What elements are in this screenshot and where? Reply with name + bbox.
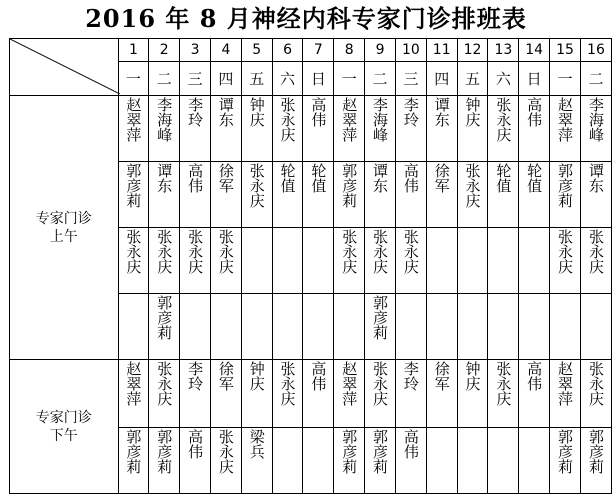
period-label-cell	[10, 96, 119, 360]
schedule-cell	[395, 96, 426, 162]
day-number-cell: 4	[210, 39, 241, 62]
day-number-cell: 7	[303, 39, 334, 62]
schedule-cell	[550, 96, 581, 162]
doctor-name: 赵翠萍	[124, 361, 143, 406]
doctor-name: 轮值	[278, 163, 297, 193]
doctor-name: 高伟	[525, 361, 544, 391]
doctor-name: 郭彦莉	[124, 429, 143, 474]
schedule-cell	[210, 228, 241, 294]
weekday-cell: 六	[272, 62, 303, 96]
doctor-name: 李玲	[186, 361, 205, 391]
weekday-cell: 二	[580, 62, 611, 96]
doctor-name: 高伟	[309, 361, 328, 391]
schedule-cell	[303, 360, 334, 428]
day-number-cell: 2	[149, 39, 180, 62]
doctor-name: 郭彦莉	[124, 163, 143, 208]
schedule-table	[9, 38, 612, 494]
period-label-cell	[10, 360, 119, 494]
schedule-cell	[488, 162, 519, 228]
schedule-cell	[241, 96, 272, 162]
weekday-cell: 一	[118, 62, 149, 96]
schedule-cell	[149, 96, 180, 162]
schedule-cell	[118, 162, 149, 228]
schedule-cell	[303, 428, 334, 494]
schedule-cell	[580, 360, 611, 428]
doctor-name: 张永庆	[401, 229, 420, 274]
day-number-cell: 12	[457, 39, 488, 62]
doctor-name: 张永庆	[586, 229, 605, 274]
schedule-cell	[272, 428, 303, 494]
schedule-cell	[395, 294, 426, 360]
day-number-cell: 15	[550, 39, 581, 62]
doctor-name: 郭彦莉	[556, 429, 574, 474]
weekday-cell: 六	[488, 62, 519, 96]
schedule-cell	[580, 294, 611, 360]
schedule-cell	[180, 162, 211, 228]
doctor-name: 郭彦莉	[586, 429, 605, 474]
schedule-row	[10, 360, 612, 428]
schedule-cell	[180, 428, 211, 494]
doctor-name: 谭东	[371, 163, 390, 193]
schedule-cell	[272, 294, 303, 360]
doctor-name: 高伟	[186, 429, 205, 459]
doctor-name: 赵翠萍	[340, 97, 359, 142]
doctor-name: 张永庆	[371, 229, 390, 274]
weekday-cell: 一	[334, 62, 365, 96]
schedule-cell	[550, 162, 581, 228]
doctor-name: 徐军	[432, 163, 451, 193]
doctor-name: 张永庆	[556, 229, 574, 274]
schedule-cell	[118, 96, 149, 162]
doctor-name: 梁兵	[247, 429, 266, 459]
schedule-cell	[241, 294, 272, 360]
doctor-name: 李海峰	[371, 97, 390, 142]
weekday-cell: 四	[426, 62, 457, 96]
day-number-cell: 11	[426, 39, 457, 62]
page-title: 2016 年 8 月神经内科专家门诊排班表	[85, 4, 527, 33]
schedule-cell	[580, 162, 611, 228]
day-number-cell: 6	[272, 39, 303, 62]
schedule-cell	[488, 360, 519, 428]
header-row-day-numbers	[10, 39, 612, 62]
schedule-row	[10, 96, 612, 162]
schedule-cell	[149, 428, 180, 494]
doctor-name: 李玲	[401, 97, 420, 127]
schedule-cell	[519, 228, 550, 294]
doctor-name: 张永庆	[586, 361, 605, 406]
doctor-name: 高伟	[309, 97, 328, 127]
day-number-cell: 13	[488, 39, 519, 62]
day-number-cell: 14	[519, 39, 550, 62]
schedule-cell	[457, 294, 488, 360]
schedule-cell	[272, 228, 303, 294]
schedule-cell	[365, 294, 396, 360]
schedule-cell	[180, 96, 211, 162]
schedule-cell	[149, 360, 180, 428]
doctor-name: 钟庆	[247, 361, 266, 391]
schedule-cell	[457, 428, 488, 494]
weekday-cell: 五	[457, 62, 488, 96]
schedule-cell	[180, 294, 211, 360]
schedule-cell	[550, 294, 581, 360]
doctor-name: 张永庆	[340, 229, 359, 274]
doctor-name: 郭彦莉	[371, 295, 390, 340]
doctor-name: 郭彦莉	[340, 163, 359, 208]
schedule-cell	[241, 428, 272, 494]
schedule-cell	[365, 162, 396, 228]
schedule-cell	[365, 228, 396, 294]
day-number-cell: 1	[118, 39, 149, 62]
schedule-cell	[272, 162, 303, 228]
schedule-cell	[303, 228, 334, 294]
weekday-cell: 二	[365, 62, 396, 96]
doctor-name: 徐军	[216, 361, 235, 391]
schedule-cell	[210, 294, 241, 360]
schedule-cell	[241, 228, 272, 294]
period-label-clinic: 专家门诊	[35, 409, 92, 426]
period-label-time: 上午	[49, 228, 78, 245]
schedule-cell	[334, 360, 365, 428]
schedule-cell	[334, 428, 365, 494]
schedule-cell	[488, 228, 519, 294]
doctor-name: 张永庆	[371, 361, 390, 406]
day-number-cell: 8	[334, 39, 365, 62]
doctor-name: 张永庆	[155, 361, 174, 406]
doctor-name: 张永庆	[278, 361, 297, 406]
schedule-cell	[365, 428, 396, 494]
schedule-cell	[334, 96, 365, 162]
schedule-cell	[149, 228, 180, 294]
schedule-cell	[426, 294, 457, 360]
schedule-cell	[580, 96, 611, 162]
schedule-cell	[519, 294, 550, 360]
schedule-cell	[180, 360, 211, 428]
schedule-cell	[457, 360, 488, 428]
doctor-name: 张永庆	[186, 229, 205, 274]
doctor-name: 张永庆	[494, 361, 513, 406]
doctor-name: 高伟	[525, 97, 544, 127]
doctor-name: 谭东	[216, 97, 235, 127]
schedule-cell	[395, 228, 426, 294]
schedule-cell	[488, 96, 519, 162]
schedule-cell	[488, 428, 519, 494]
weekday-cell: 三	[180, 62, 211, 96]
doctor-name: 张永庆	[278, 97, 297, 142]
doctor-name: 郭彦莉	[155, 429, 174, 474]
schedule-cell	[303, 96, 334, 162]
schedule-cell	[550, 228, 581, 294]
doctor-name: 高伟	[401, 429, 420, 459]
header-corner-cell	[10, 39, 119, 96]
doctor-name: 钟庆	[463, 97, 482, 127]
schedule-cell	[272, 360, 303, 428]
schedule-cell	[149, 294, 180, 360]
doctor-name: 谭东	[586, 163, 605, 193]
doctor-name: 轮值	[309, 163, 328, 193]
day-number-cell: 3	[180, 39, 211, 62]
doctor-name: 郭彦莉	[340, 429, 359, 474]
doctor-name: 徐军	[216, 163, 235, 193]
doctor-name: 赵翠萍	[340, 361, 359, 406]
schedule-cell	[365, 360, 396, 428]
schedule-cell	[580, 228, 611, 294]
doctor-name: 高伟	[401, 163, 420, 193]
doctor-name: 张永庆	[216, 429, 235, 474]
schedule-cell	[426, 162, 457, 228]
weekday-cell: 四	[210, 62, 241, 96]
schedule-cell	[550, 428, 581, 494]
schedule-cell	[395, 162, 426, 228]
weekday-cell: 二	[149, 62, 180, 96]
schedule-cell	[519, 360, 550, 428]
day-number-cell: 9	[365, 39, 396, 62]
schedule-cell	[395, 360, 426, 428]
doctor-name: 徐军	[432, 361, 451, 391]
day-number-cell: 10	[395, 39, 426, 62]
schedule-cell	[241, 162, 272, 228]
doctor-name: 郭彦莉	[556, 163, 574, 208]
schedule-cell	[426, 360, 457, 428]
doctor-name: 轮值	[525, 163, 544, 193]
schedule-cell	[149, 162, 180, 228]
doctor-name: 李海峰	[155, 97, 174, 142]
schedule-cell	[118, 360, 149, 428]
schedule-cell	[303, 162, 334, 228]
doctor-name: 张永庆	[216, 229, 235, 274]
schedule-cell	[426, 96, 457, 162]
schedule-cell	[519, 96, 550, 162]
schedule-cell	[210, 162, 241, 228]
weekday-cell: 一	[550, 62, 581, 96]
schedule-cell	[457, 162, 488, 228]
schedule-cell	[426, 228, 457, 294]
doctor-name: 赵翠萍	[124, 97, 143, 142]
schedule-cell	[457, 96, 488, 162]
doctor-name: 李玲	[186, 97, 205, 127]
doctor-name: 张永庆	[463, 163, 482, 208]
schedule-cell	[118, 294, 149, 360]
doctor-name: 高伟	[186, 163, 205, 193]
doctor-name: 谭东	[155, 163, 174, 193]
schedule-cell	[334, 162, 365, 228]
schedule-cell	[519, 428, 550, 494]
doctor-name: 赵翠萍	[556, 97, 574, 142]
schedule-cell	[272, 96, 303, 162]
schedule-cell	[180, 228, 211, 294]
doctor-name: 张永庆	[247, 163, 266, 208]
doctor-name: 张永庆	[155, 229, 174, 274]
schedule-cell	[118, 228, 149, 294]
schedule-cell	[210, 96, 241, 162]
schedule-cell	[210, 428, 241, 494]
doctor-name: 张永庆	[494, 97, 513, 142]
corner-diagonal-line	[10, 39, 120, 94]
schedule-cell	[488, 294, 519, 360]
weekday-cell: 日	[519, 62, 550, 96]
schedule-cell	[395, 428, 426, 494]
period-label-time: 下午	[49, 427, 78, 444]
weekday-cell: 五	[241, 62, 272, 96]
weekday-cell: 三	[395, 62, 426, 96]
doctor-name: 李海峰	[586, 97, 605, 142]
schedule-cell	[303, 294, 334, 360]
schedule-cell	[550, 360, 581, 428]
schedule-cell	[365, 96, 396, 162]
day-number-cell: 5	[241, 39, 272, 62]
doctor-name: 钟庆	[463, 361, 482, 391]
schedule-cell	[210, 360, 241, 428]
schedule-cell	[519, 162, 550, 228]
doctor-name: 赵翠萍	[556, 361, 574, 406]
schedule-cell	[334, 294, 365, 360]
schedule-cell	[241, 360, 272, 428]
doctor-name: 张永庆	[124, 229, 143, 274]
doctor-name: 李玲	[401, 361, 420, 391]
schedule-cell	[580, 428, 611, 494]
doctor-name: 钟庆	[247, 97, 266, 127]
doctor-name: 轮值	[494, 163, 513, 193]
schedule-cell	[118, 428, 149, 494]
schedule-cell	[426, 428, 457, 494]
doctor-name: 郭彦莉	[155, 295, 174, 340]
weekday-cell: 日	[303, 62, 334, 96]
doctor-name: 谭东	[432, 97, 451, 127]
doctor-name: 郭彦莉	[371, 429, 390, 474]
day-number-cell: 16	[580, 39, 611, 62]
schedule-cell	[457, 228, 488, 294]
schedule-cell	[334, 228, 365, 294]
period-label-clinic: 专家门诊	[35, 210, 92, 227]
